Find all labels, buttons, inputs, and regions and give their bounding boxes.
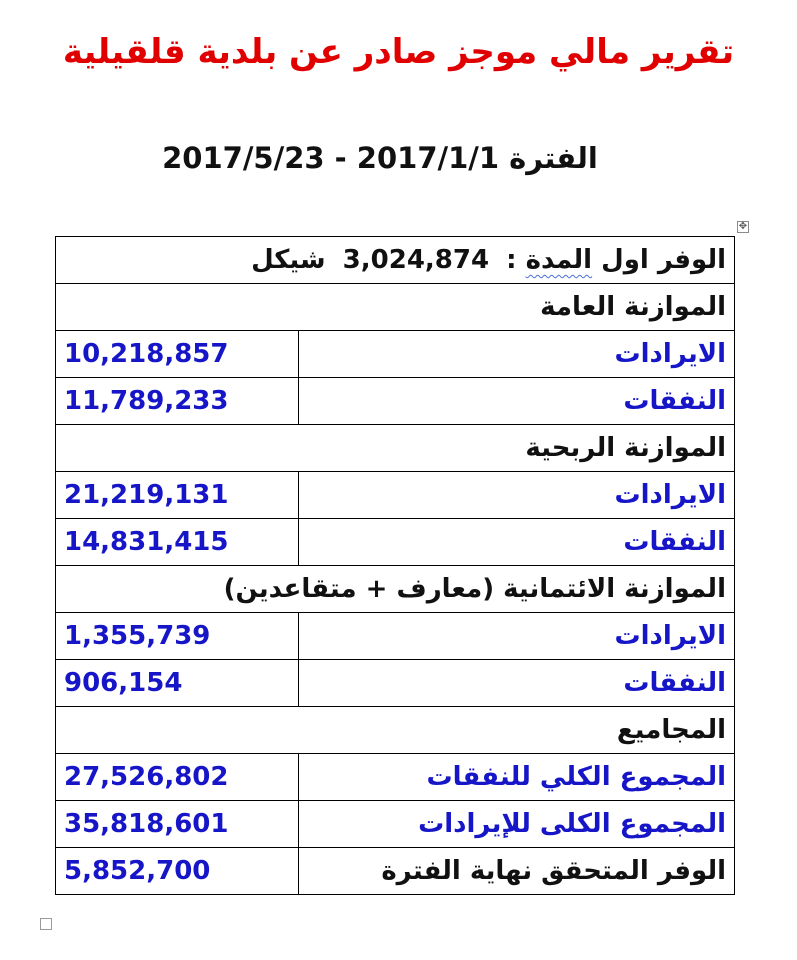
section-heading-row <box>56 425 735 472</box>
trust-budget-revenue-value: 1,355,739 <box>56 613 299 660</box>
profit-budget-expense-label: النفقات <box>298 519 734 566</box>
table-row <box>56 378 735 425</box>
trust-budget-revenue-label: الايرادات <box>298 613 734 660</box>
closing-surplus-value: 5,852,700 <box>56 848 299 895</box>
opening-surplus-cell <box>56 237 735 284</box>
opening-surplus-label-part2: المدة <box>525 245 593 275</box>
profit-budget-revenue-value: 21,219,131 <box>56 472 299 519</box>
period-line <box>140 136 620 180</box>
profit-budget-expense-value: 14,831,415 <box>56 519 299 566</box>
profit-budget-revenue-label: الايرادات <box>298 472 734 519</box>
report-title: تقرير مالي موجز صادر عن بلدية قلقيلية <box>62 32 735 72</box>
total-revenues-value: 35,818,601 <box>56 801 299 848</box>
general-budget-expense-label: النفقات <box>298 378 734 425</box>
general-budget-heading: الموازنة العامة <box>56 284 735 331</box>
opening-surplus-row <box>56 237 735 284</box>
total-expenses-label: المجموع الكلي للنفقات <box>298 754 734 801</box>
table-row <box>56 331 735 378</box>
general-budget-revenue-label: الايرادات <box>298 331 734 378</box>
table-row <box>56 801 735 848</box>
table-row <box>56 519 735 566</box>
section-heading-row <box>56 707 735 754</box>
period-label: الفترة <box>509 141 598 175</box>
table-row <box>56 613 735 660</box>
general-budget-expense-value: 11,789,233 <box>56 378 299 425</box>
section-heading-row <box>56 566 735 613</box>
financial-summary-table <box>55 236 735 895</box>
table-row <box>56 754 735 801</box>
table-resize-handle-icon[interactable] <box>40 918 52 930</box>
opening-surplus-currency: شيكل <box>251 245 326 275</box>
opening-surplus-amount: 3,024,874 <box>342 245 490 275</box>
trust-budget-expense-label: النفقات <box>298 660 734 707</box>
table-move-handle-icon[interactable]: ✥ <box>738 221 748 232</box>
table-row <box>56 472 735 519</box>
trust-budget-heading: الموازنة الائتمانية (معارف + متقاعدين) <box>56 566 735 613</box>
totals-heading: المجاميع <box>56 707 735 754</box>
profit-budget-heading: الموازنة الربحية <box>56 425 735 472</box>
trust-budget-expense-value: 906,154 <box>56 660 299 707</box>
total-revenues-label: المجموع الكلى للإيرادات <box>298 801 734 848</box>
table-row <box>56 848 735 895</box>
total-expenses-value: 27,526,802 <box>56 754 299 801</box>
general-budget-revenue-value: 10,218,857 <box>56 331 299 378</box>
closing-surplus-label: الوفر المتحقق نهاية الفترة <box>298 848 734 895</box>
period-range: 2017/5/23 - 2017/1/1 <box>162 141 500 175</box>
table-row <box>56 660 735 707</box>
section-heading-row <box>56 284 735 331</box>
opening-surplus-separator: : <box>506 245 517 275</box>
opening-surplus-label-part1: الوفر اول <box>601 245 726 275</box>
